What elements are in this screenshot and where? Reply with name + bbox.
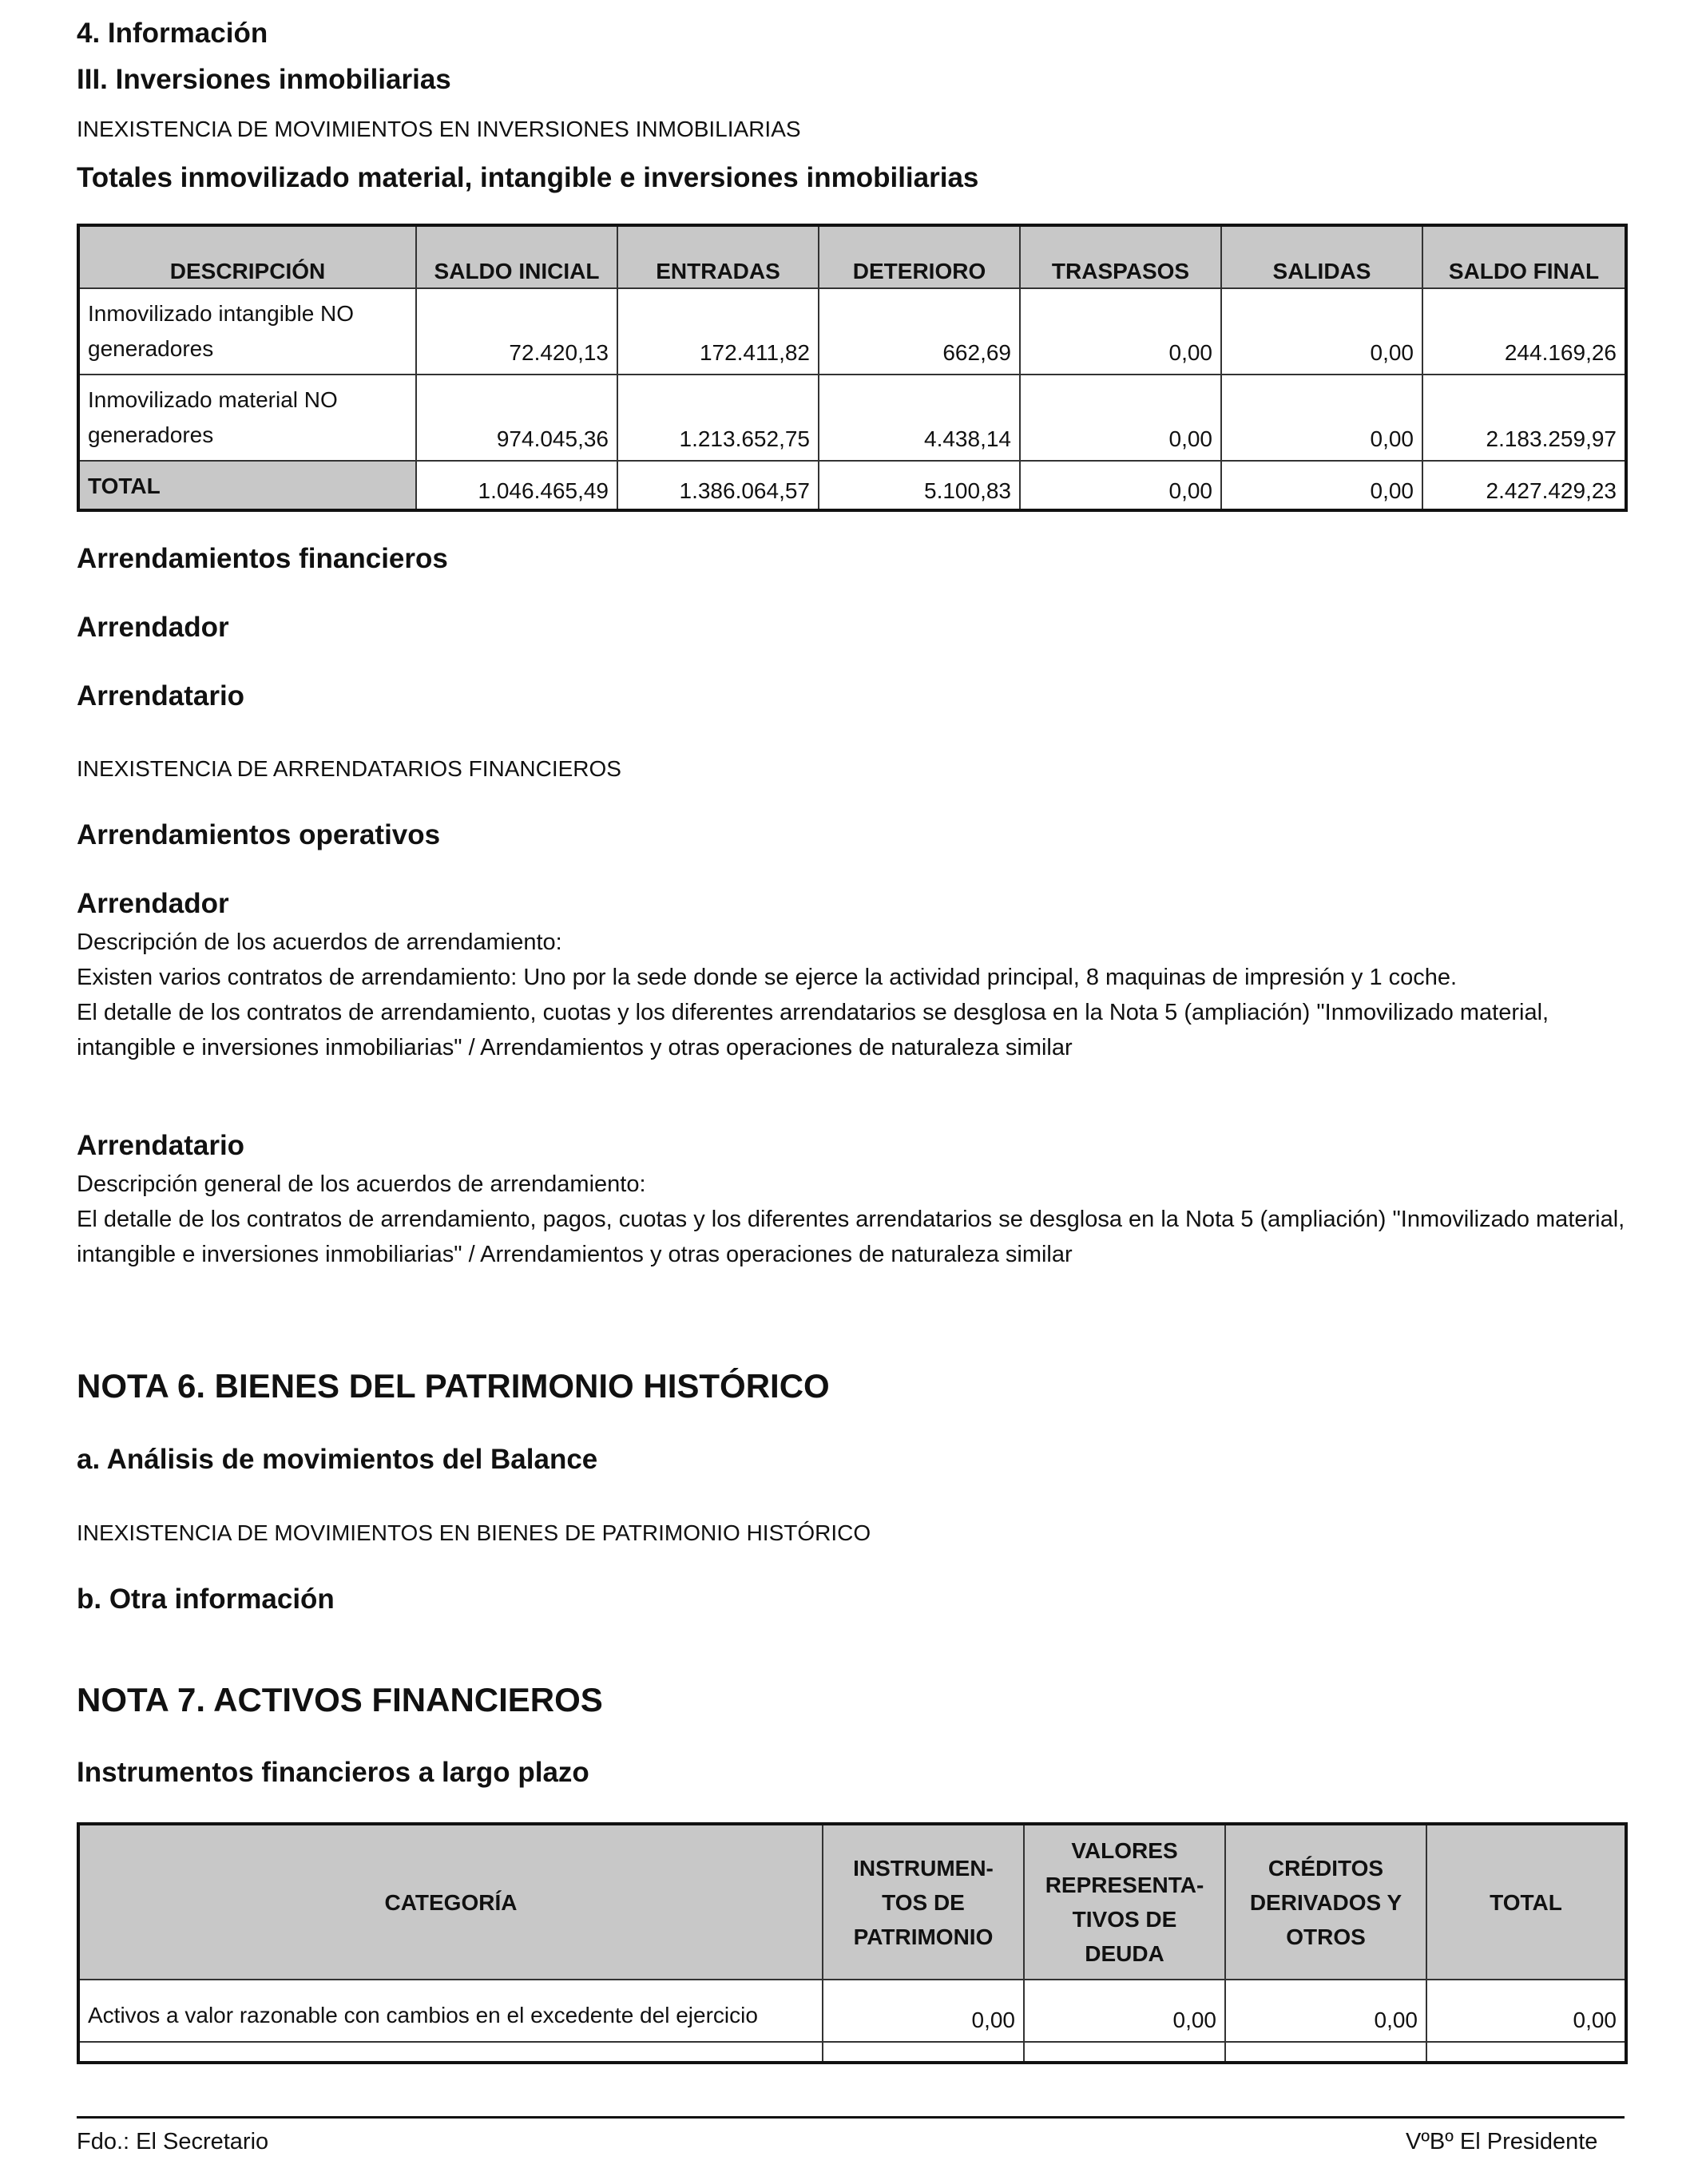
header-line: VALORES: [1071, 1838, 1178, 1863]
footer-divider: [77, 2116, 1625, 2119]
column-header: SALDO FINAL: [1422, 225, 1626, 288]
empty-row: [78, 2042, 1626, 2063]
total-value: 2.427.429,23: [1422, 461, 1626, 510]
section-heading: a. Análisis de movimientos del Balance: [77, 1444, 598, 1475]
column-header: [1225, 1824, 1426, 1980]
row-category: Activos a valor razonable con cambios en el excedente del ejercicio: [78, 1980, 823, 2042]
footer-signature-left: Fdo.: El Secretario: [77, 2129, 269, 2154]
paragraph: Existen varios contratos de arrendamiento: Uno por la sede donde se ejerce la actividad principal, 8 maquinas de impresión y 1 coche.: [77, 965, 1458, 990]
nota-heading: NOTA 7. ACTIVOS FINANCIEROS: [77, 1681, 603, 1718]
section-heading: Totales inmovilizado material, intangible e inversiones inmobiliarias: [77, 162, 979, 193]
cell-value: 0,00: [1426, 1980, 1626, 2042]
cell-value: 4.438,14: [819, 375, 1020, 461]
subsection-heading: Arrendador: [77, 888, 229, 919]
total-value: 5.100,83: [819, 461, 1020, 510]
section-heading: Arrendamientos operativos: [77, 819, 441, 850]
paragraph: Descripción general de los acuerdos de arrendamiento:: [77, 1171, 646, 1197]
table-row: [78, 288, 1626, 375]
header-line: INSTRUMEN-: [853, 1855, 994, 1881]
table-header-row: [78, 225, 1626, 288]
financial-instruments-table: [77, 1822, 1628, 2064]
empty-cell: [823, 2042, 1024, 2063]
footer-signature-right: VºBº El Presidente: [1406, 2129, 1598, 2154]
cell-value: 0,00: [823, 1980, 1024, 2042]
column-header: SALDO INICIAL: [416, 225, 617, 288]
cell-value: 0,00: [1020, 375, 1221, 461]
cell-value: 0,00: [1221, 375, 1422, 461]
header-line: PATRIMONIO: [853, 1924, 994, 1949]
total-label: TOTAL: [78, 461, 416, 510]
subsection-heading: Arrendador: [77, 612, 229, 643]
header-line: OTROS: [1286, 1924, 1366, 1949]
column-header: SALIDAS: [1221, 225, 1422, 288]
header-line: TIVOS DE: [1072, 1907, 1177, 1932]
section-heading: 4. Información: [77, 18, 268, 49]
column-header: TRASPASOS: [1020, 225, 1221, 288]
header-line: DEUDA: [1085, 1941, 1164, 1966]
cell-value: 662,69: [819, 288, 1020, 375]
cell-value: 2.183.259,97: [1422, 375, 1626, 461]
nota-heading: NOTA 6. BIENES DEL PATRIMONIO HISTÓRICO: [77, 1367, 830, 1405]
header-line: REPRESENTA-: [1045, 1873, 1204, 1897]
table-header-row: [78, 1824, 1626, 1980]
header-line: CRÉDITOS: [1268, 1855, 1384, 1881]
cell-value: 172.411,82: [617, 288, 819, 375]
table-row: [78, 375, 1626, 461]
section-heading: Arrendamientos financieros: [77, 543, 448, 574]
cell-value: 0,00: [1024, 1980, 1225, 2042]
paragraph: El detalle de los contratos de arrendamiento, cuotas y los diferentes arrendatarios se desglosa en la Nota 5 (ampliación) "Inmovilizado material, intangible e inversiones inmobiliarias" / Arrendamientos y otras operaciones de naturaleza similar: [77, 1000, 1549, 1060]
total-value: 1.046.465,49: [416, 461, 617, 510]
cell-value: 0,00: [1225, 1980, 1426, 2042]
cell-value: 244.169,26: [1422, 288, 1626, 375]
column-header: ENTRADAS: [617, 225, 819, 288]
subsection-heading: Arrendatario: [77, 680, 245, 711]
row-description: Inmovilizado material NO generadores: [78, 375, 416, 461]
header-line: TOS DE: [882, 1889, 965, 1915]
section-heading: b. Otra información: [77, 1583, 335, 1615]
section-heading: Instrumentos financieros a largo plazo: [77, 1757, 589, 1788]
section-heading: III. Inversiones inmobiliarias: [77, 64, 451, 95]
cell-value: 0,00: [1221, 288, 1422, 375]
empty-cell: [1225, 2042, 1426, 2063]
cell-value: 0,00: [1020, 288, 1221, 375]
notice-text: INEXISTENCIA DE MOVIMIENTOS EN BIENES DE PATRIMONIO HISTÓRICO: [77, 1520, 871, 1545]
column-header: CATEGORÍA: [78, 1824, 823, 1980]
notice-text: INEXISTENCIA DE ARRENDATARIOS FINANCIEROS: [77, 756, 621, 781]
row-description: Inmovilizado intangible NO generadores: [78, 288, 416, 375]
column-header: [823, 1824, 1024, 1980]
total-value: 0,00: [1020, 461, 1221, 510]
notice-text: INEXISTENCIA DE MOVIMIENTOS EN INVERSIONES INMOBILIARIAS: [77, 117, 801, 141]
paragraph: Descripción de los acuerdos de arrendamiento:: [77, 929, 562, 955]
column-header: DETERIORO: [819, 225, 1020, 288]
table-row: [78, 1980, 1626, 2042]
empty-cell: [1024, 2042, 1225, 2063]
total-value: 1.386.064,57: [617, 461, 819, 510]
column-header: DESCRIPCIÓN: [78, 225, 416, 288]
cell-value: 1.213.652,75: [617, 375, 819, 461]
empty-cell: [78, 2042, 823, 2063]
total-value: 0,00: [1221, 461, 1422, 510]
cell-value: 974.045,36: [416, 375, 617, 461]
header-line: DERIVADOS Y: [1249, 1889, 1402, 1915]
totals-table: [77, 224, 1628, 512]
paragraph: El detalle de los contratos de arrendamiento, pagos, cuotas y los diferentes arrendatarios se desglosa en la Nota 5 (ampliación) "Inmovilizado material, intangible e inversiones inmobiliarias" / Arrendamientos y otras operaciones de naturaleza similar: [77, 1207, 1625, 1267]
cell-value: 72.420,13: [416, 288, 617, 375]
total-row: [78, 461, 1626, 510]
empty-cell: [1426, 2042, 1626, 2063]
column-header: [1024, 1824, 1225, 1980]
subsection-heading: Arrendatario: [77, 1130, 245, 1161]
column-header: TOTAL: [1426, 1824, 1626, 1980]
